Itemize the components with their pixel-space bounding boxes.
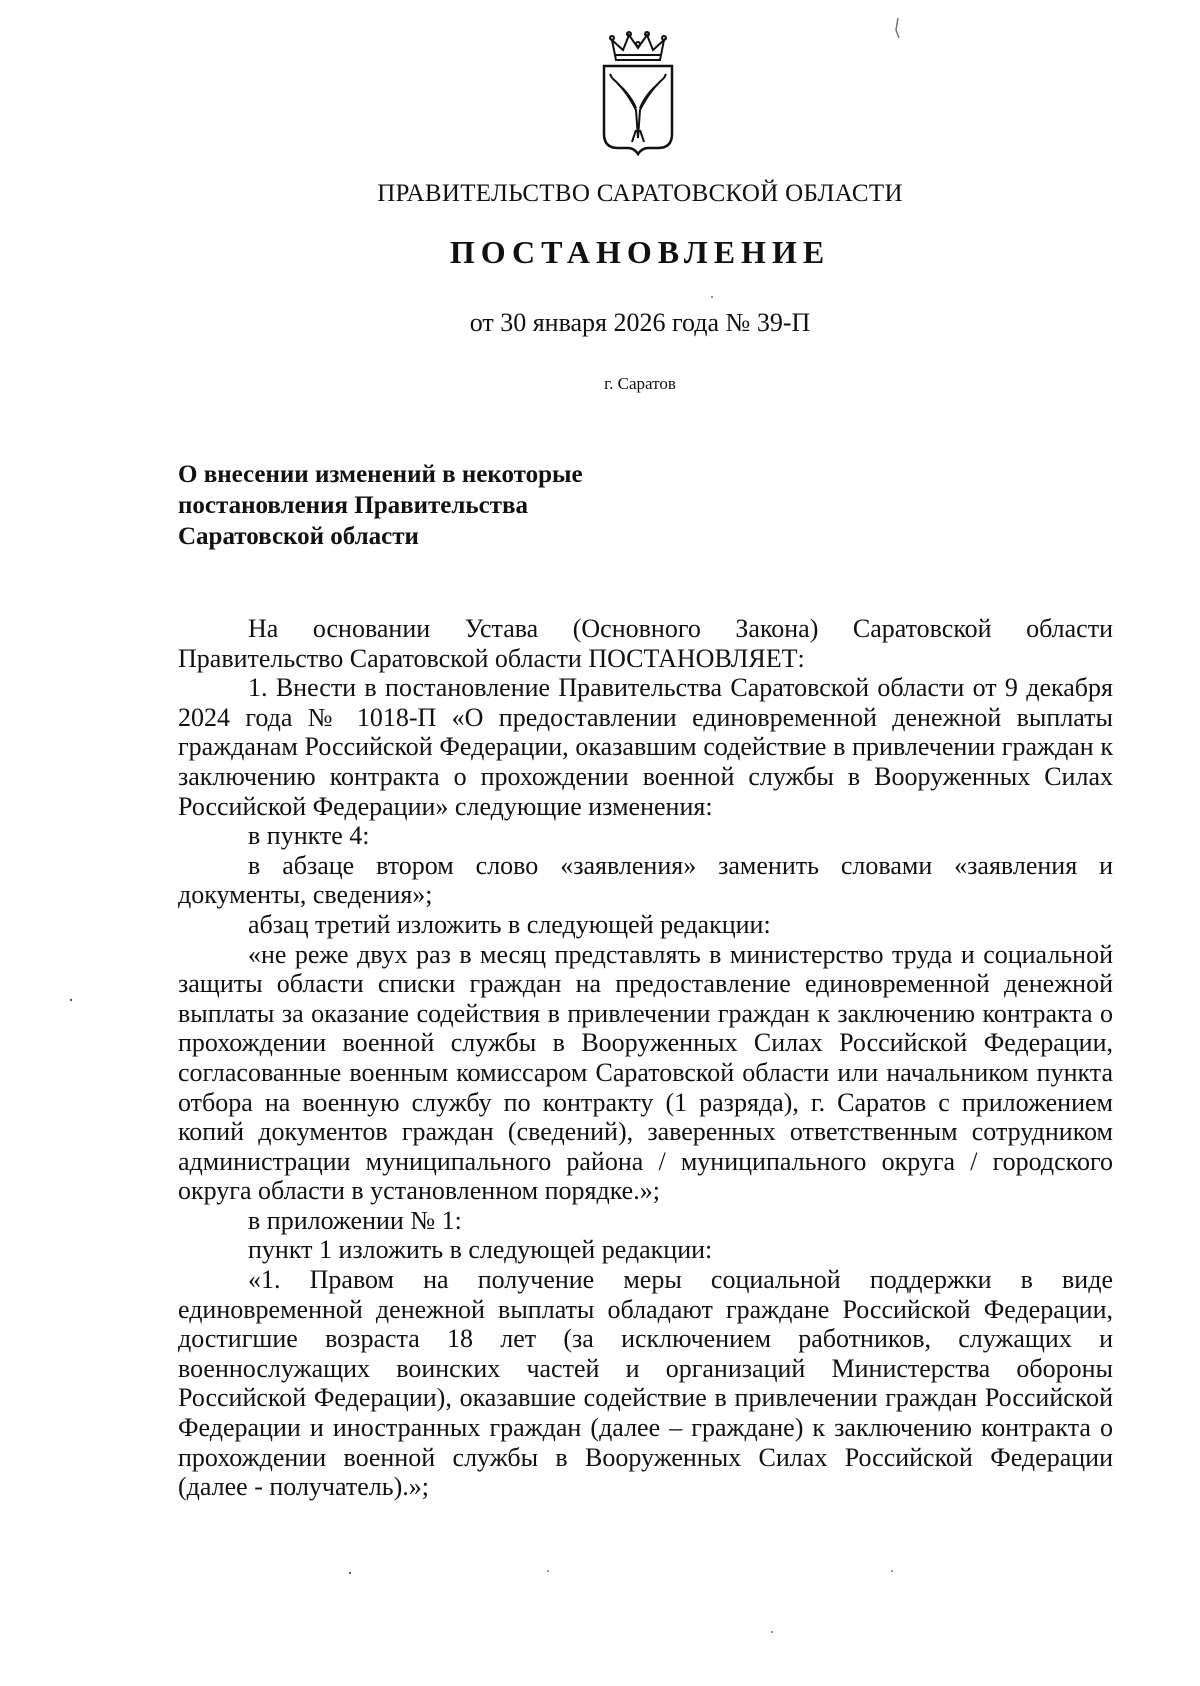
body-paragraph: На основании Устава (Основного Закона) Саратовской области Правительство Саратовской области ПОСТАНОВЛЯЕТ:: [178, 614, 1113, 673]
document-date-number: от 30 января 2026 года № 39-П: [469, 308, 811, 337]
government-name: ПРАВИТЕЛЬСТВО САРАТОВСКОЙ ОБЛАСТИ: [377, 180, 903, 207]
body-paragraph: в абзаце втором слово «заявления» заменить словами «заявления и документы, сведения»;: [178, 850, 1113, 910]
coat-of-arms-emblem: [596, 30, 680, 158]
body-paragraph: «1. Правом на получение меры социальной поддержки в виде единовременной денежной выплаты обладают граждане Российской Федерации, достигшие возраста 18 лет (за исключением работников, служащих и военнослужащих воинских частей и организаций Министерства обороны Российской Федерации), оказавшие содействие в привлечении граждан Российской Федерации и иностранных граждан (далее – граждане) к заключению контракта о прохождении военной службы в Вооруженных Силах Российской Федерации (далее - получатель).»;: [178, 1265, 1113, 1502]
body-paragraph: «не реже двух раз в месяц представлять в министерство труда и социальной защиты области списки граждан на предоставление единовременной денежной выплаты за оказание содействия в привлечении граждан к заключению контракта о прохождении военной службы в Вооруженных Силах Российской Федерации, согласованные военным комиссаром Саратовской области или начальником пункта отбора на военную службу по контракту (1 разряда), г. Саратов с приложением копий документов граждан (сведений), заверенных ответственным сотрудником администрации муниципального района / муниципального округа / городского округа области в установленном порядке.»;: [178, 939, 1113, 1206]
heading-line: О внесении изменений в некоторые: [178, 461, 583, 488]
heading-line: постановления Правительства: [178, 492, 528, 519]
document-type-title: ПОСТАНОВЛЕНИЕ: [449, 234, 831, 270]
document-city: г. Саратов: [604, 374, 676, 393]
heading-line: Саратовской области: [178, 523, 419, 550]
resolution-heading: [178, 459, 583, 552]
body-paragraph: пункт 1 изложить в следующей редакции:: [248, 1235, 713, 1265]
body-paragraph: 1. Внести в постановление Правительства Саратовской области от 9 декабря 2024 года № 1018-П «О предоставлении единовременной денежной выплаты гражданам Российской Федерации, оказавшим содействие в привлечении граждан к заключению контракта о прохождении военной службы в Вооруженных Силах Российской Федерации» следующие изменения:: [178, 673, 1113, 821]
body-paragraph: в приложении № 1:: [248, 1205, 462, 1235]
body-paragraph: абзац третий изложить в следующей редакции:: [248, 909, 771, 939]
body-paragraph: в пункте 4:: [248, 821, 370, 851]
resolution-body: [178, 614, 1113, 1502]
